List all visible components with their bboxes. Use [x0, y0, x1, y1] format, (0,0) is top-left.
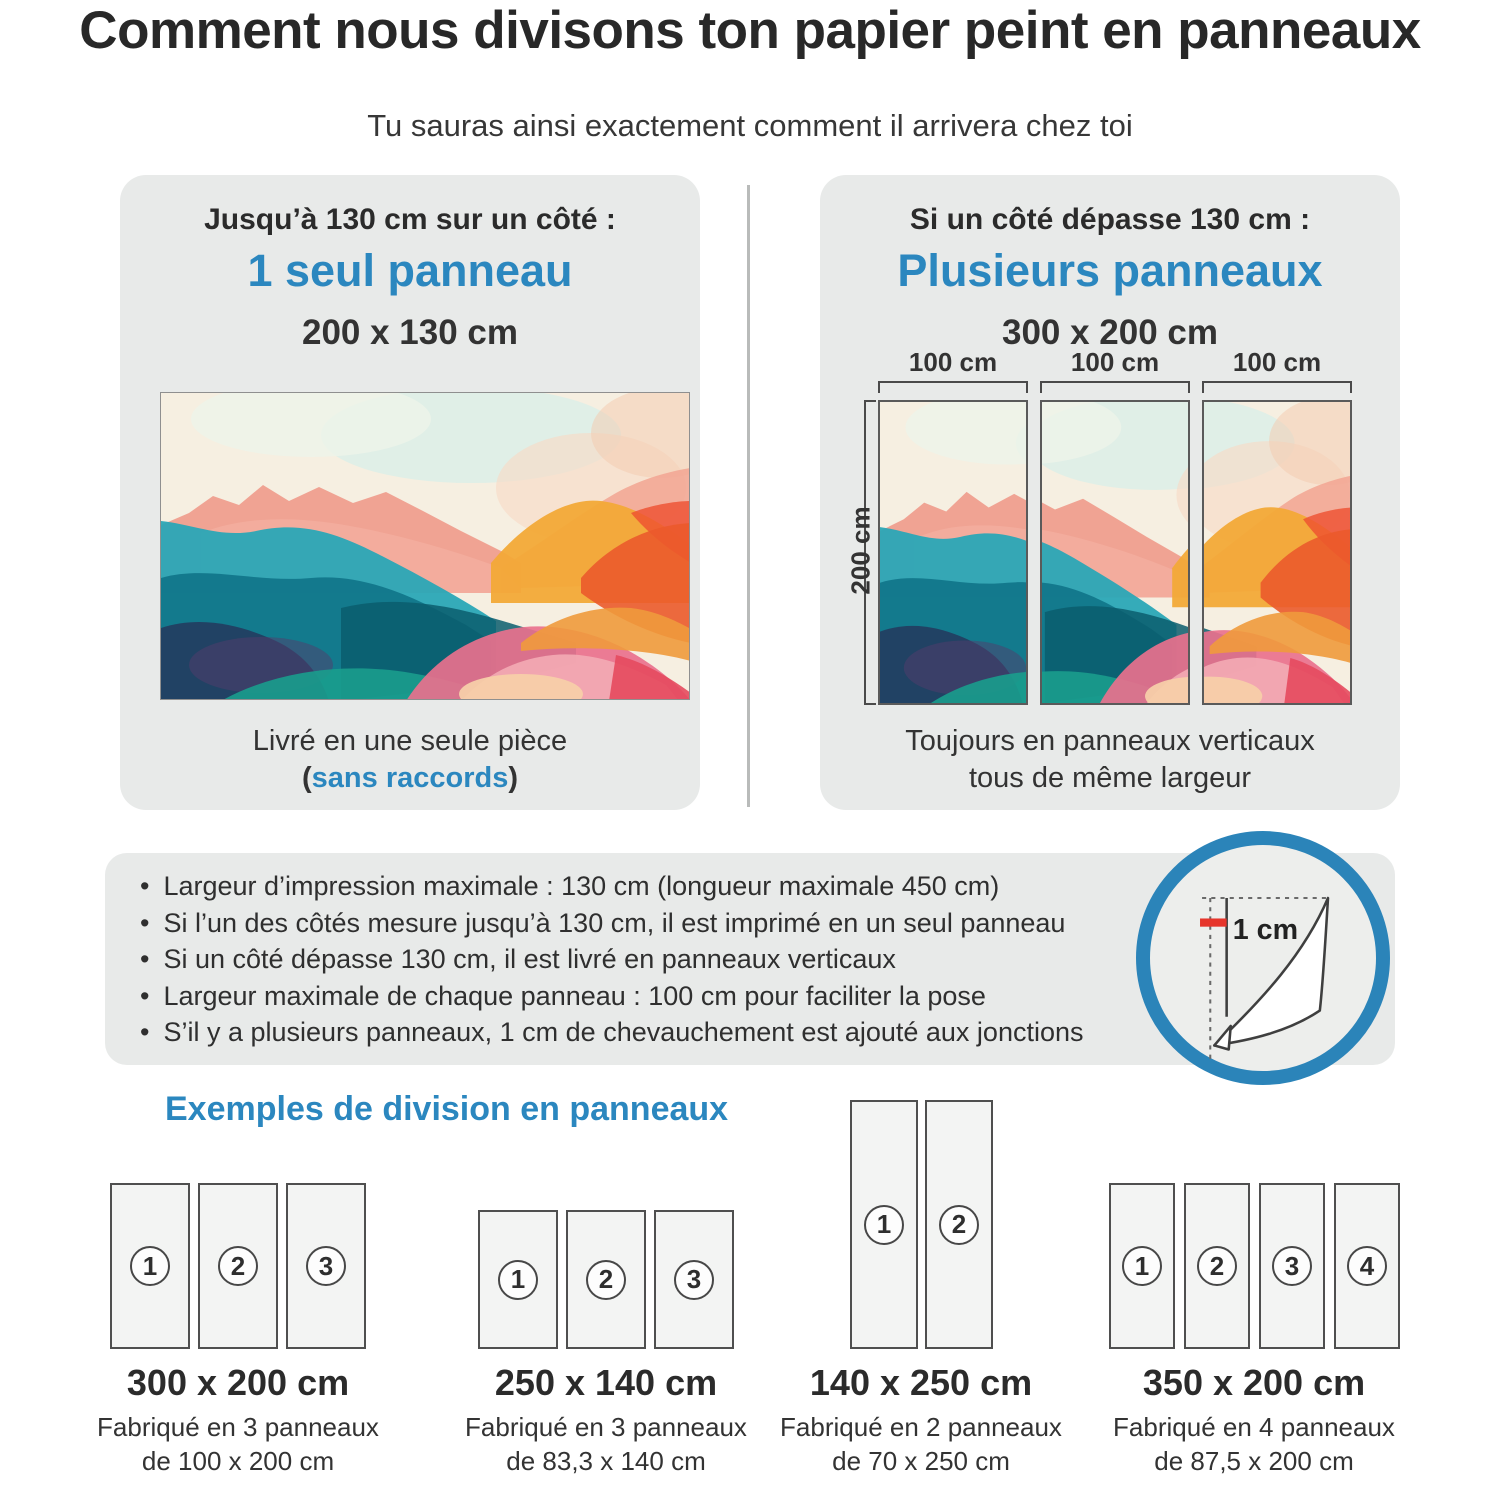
rule-item-1: • Largeur d’impression maximale : 130 cm (longueur maximale 450 cm)	[140, 868, 1084, 905]
width-label-3: 100 cm	[1232, 347, 1322, 377]
panel	[566, 1210, 646, 1349]
panel	[654, 1210, 734, 1349]
single-panel-headline: 1 seul panneau	[247, 245, 573, 296]
rule-item-3: • Si un côté dépasse 130 cm, il est livré en panneaux verticaux	[140, 941, 1084, 978]
example-detail	[436, 1410, 776, 1478]
examples-heading: Exemples de division en panneaux	[165, 1090, 729, 1128]
paren-open: (	[301, 762, 312, 794]
panel-number: 1	[498, 1260, 538, 1300]
panel-number: 1	[864, 1205, 904, 1245]
wallpaper-artwork	[161, 393, 690, 700]
wallpaper-preview-single	[160, 392, 690, 700]
panel	[925, 1100, 993, 1349]
multi-panel-headline: Plusieurs panneaux	[897, 245, 1323, 296]
single-panel-caption	[120, 723, 700, 797]
overlap-red-tick	[1200, 918, 1227, 926]
single-panel-card	[120, 175, 700, 810]
caption-highlight: sans raccords	[311, 762, 509, 794]
panel	[1184, 1183, 1250, 1349]
panel	[110, 1183, 190, 1349]
panel-number: 3	[1272, 1246, 1312, 1286]
example-detail-line1: Fabriqué en 2 panneaux	[780, 1412, 1062, 1442]
page-subtitle: Tu sauras ainsi exactement comment il arrivera chez toi	[367, 108, 1133, 143]
panel	[1334, 1183, 1400, 1349]
panel	[850, 1100, 918, 1349]
wallpaper-artwork-slice-1	[880, 402, 1028, 703]
example-detail	[751, 1410, 1091, 1478]
multi-panel-caption-line1: Toujours en panneaux verticaux	[905, 725, 1315, 757]
page-title: Comment nous divisons ton papier peint en panneaux	[79, 1, 1421, 60]
single-panel-condition: Jusqu’à 130 cm sur un côté :	[204, 203, 616, 236]
rules-list	[140, 868, 1084, 1051]
multi-panel-caption	[820, 723, 1400, 797]
multi-panel-card	[820, 175, 1400, 810]
width-bracket-1	[878, 381, 1028, 391]
wallpaper-preview-split	[878, 400, 1352, 705]
width-bracket-3	[1202, 381, 1352, 391]
panel-number: 2	[939, 1205, 979, 1245]
example-detail-line2: de 100 x 200 cm	[141, 1446, 335, 1476]
multi-panel-caption-line2: tous de même largeur	[968, 762, 1252, 794]
rule-item-2: • Si l’un des côtés mesure jusqu’à 130 cm, il est imprimé en un seul panneau	[140, 905, 1084, 942]
panel	[286, 1183, 366, 1349]
panel	[1259, 1183, 1325, 1349]
width-label-1: 100 cm	[908, 347, 998, 377]
split-panel-2	[1040, 400, 1190, 705]
panel-number: 1	[1122, 1246, 1162, 1286]
panel-number: 3	[674, 1260, 714, 1300]
cards-divider	[747, 185, 750, 807]
example-detail	[68, 1410, 408, 1478]
multi-panel-condition: Si un côté dépasse 130 cm :	[909, 203, 1311, 236]
multi-panel-dimensions: 300 x 200 cm	[1001, 313, 1218, 352]
width-bracket-2	[1040, 381, 1190, 391]
single-panel-caption-line2	[120, 760, 700, 797]
example-detail-line2: de 87,5 x 200 cm	[1154, 1446, 1354, 1476]
split-panel-1	[878, 400, 1028, 705]
example-250x140-panels	[478, 1210, 734, 1349]
panel-number: 2	[586, 1260, 626, 1300]
example-140x250-panels	[850, 1100, 993, 1349]
example-detail	[1084, 1410, 1424, 1478]
example-300x200-panels	[110, 1183, 366, 1349]
example-350x200-caption	[1084, 1362, 1424, 1478]
panel-number: 2	[218, 1246, 258, 1286]
wallpaper-artwork-slice-3	[1202, 402, 1352, 703]
example-detail-line1: Fabriqué en 3 panneaux	[465, 1412, 747, 1442]
split-panel-3	[1202, 400, 1352, 705]
example-detail-line1: Fabriqué en 3 panneaux	[97, 1412, 379, 1442]
panel-number: 2	[1197, 1246, 1237, 1286]
paren-close: )	[508, 762, 518, 794]
example-140x250-caption	[751, 1362, 1091, 1478]
example-detail-line2: de 83,3 x 140 cm	[506, 1446, 706, 1476]
example-detail-line2: de 70 x 250 cm	[832, 1446, 1010, 1476]
example-dimensions: 300 x 200 cm	[126, 1362, 350, 1403]
rule-item-4: • Largeur maximale de chaque panneau : 100 cm pour faciliter la pose	[140, 978, 1084, 1015]
panel-number: 4	[1347, 1246, 1387, 1286]
example-dimensions: 350 x 200 cm	[1142, 1362, 1366, 1403]
panel	[1109, 1183, 1175, 1349]
single-panel-dimensions: 200 x 130 cm	[301, 313, 518, 352]
panel-number: 3	[306, 1246, 346, 1286]
panel	[198, 1183, 278, 1349]
page-curl-icon	[1161, 855, 1366, 1070]
overlap-label: 1 cm	[1232, 913, 1298, 946]
width-label-2: 100 cm	[1070, 347, 1160, 377]
example-detail-line1: Fabriqué en 4 panneaux	[1113, 1412, 1395, 1442]
example-250x140-caption	[436, 1362, 776, 1478]
height-label: 200 cm	[845, 506, 876, 595]
single-panel-caption-line1: Livré en une seule pièce	[252, 725, 568, 757]
example-dimensions: 140 x 250 cm	[809, 1362, 1033, 1403]
overlap-badge	[1136, 831, 1390, 1085]
example-dimensions: 250 x 140 cm	[494, 1362, 718, 1403]
example-350x200-panels	[1109, 1183, 1400, 1349]
panel-number: 1	[130, 1246, 170, 1286]
wallpaper-artwork-slice-2	[1040, 402, 1190, 703]
example-300x200-caption	[68, 1362, 408, 1478]
rule-item-5: • S’il y a plusieurs panneaux, 1 cm de chevauchement est ajouté aux jonctions	[140, 1014, 1084, 1051]
panel	[478, 1210, 558, 1349]
